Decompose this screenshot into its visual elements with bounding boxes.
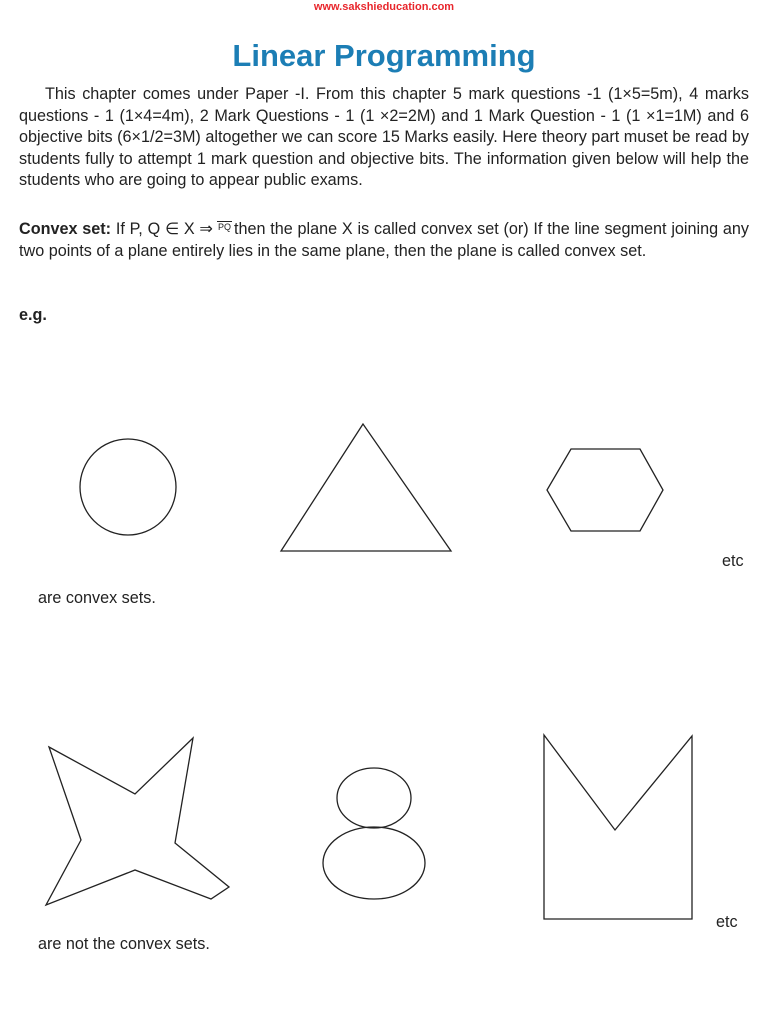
page-title: Linear Programming (232, 38, 536, 73)
intro-paragraph: This chapter comes under Paper -I. From this chapter 5 mark questions -1 (1×5=5m), 4 marks questions - 1 (1×4=4m), 2 Mark Questions - 1 (1 ×2=2M) and 1 Mark Question - 1 (1 ×1=1M) and 6 objective bits (6×1/2=3M) altogether we can score 15 Marks easily. Here theory part muset be read by students fully to attempt 1 mark question and objective bits. The information given below will help the students who are going to appear public exams. (19, 85, 749, 190)
nonconvex-caption: are not the convex sets. (38, 935, 210, 953)
site-url[interactable]: www.sakshieducation.com (313, 1, 455, 13)
hexagon-icon (547, 449, 663, 531)
four-point-star-icon (46, 738, 229, 905)
convex-etc-label: etc (722, 552, 744, 570)
convex-set-rest: then the plane X is called convex set (or) If the line segment joining any two points of a plane entirely lies in the same plane, then the plane is called convex set. (19, 220, 749, 260)
example-label: e.g. (19, 306, 47, 324)
figure-eight-icon (323, 768, 425, 899)
convex-caption: are convex sets. (38, 589, 156, 607)
triangle-icon (281, 424, 451, 551)
nonconvex-etc-label: etc (716, 913, 738, 931)
convex-set-lead: If P, Q ∈ X ⇒ (115, 220, 213, 238)
pq-segment-symbol: PQ (217, 222, 231, 232)
convex-set-term: Convex set: (19, 220, 112, 238)
v-notch-rectangle-icon (544, 735, 692, 919)
circle-icon (80, 439, 176, 535)
